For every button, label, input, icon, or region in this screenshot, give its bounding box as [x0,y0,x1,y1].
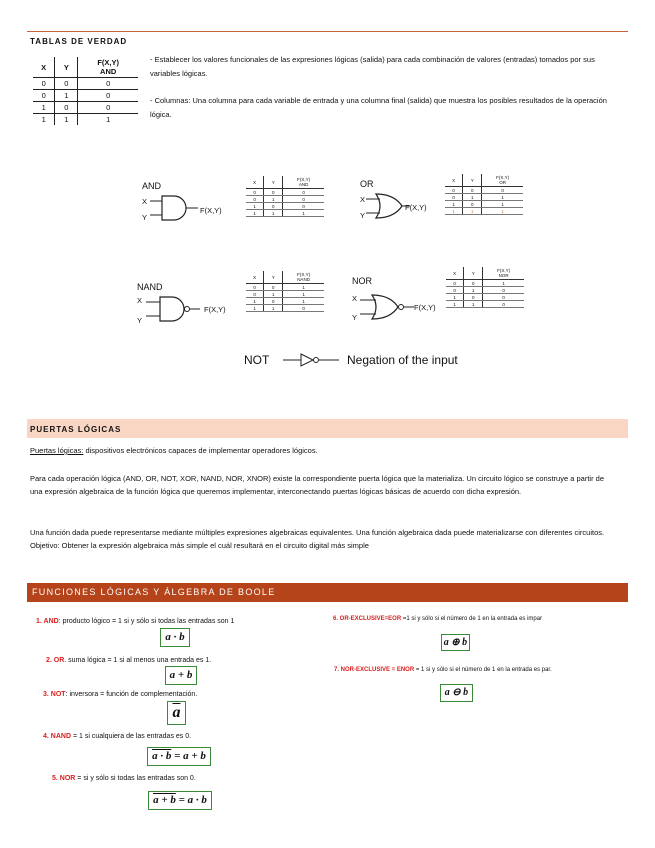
pin-x: X [137,296,143,305]
func-and: 1. AND: producto lógico = 1 si y sólo si todas las entradas son 1 [36,618,235,625]
func-eor: 6. OR-EXCLUSIVE=EOR =1 si y sólo si el número de 1 en la entrada es impar [333,616,543,622]
pin-x: X [352,294,358,303]
bullet-establecer: - Establecer los valores funcionales de las expresiones lógicas (salida) para cada combinación de valores (entradas) tomados por sus variables lógicas. [150,55,595,78]
not-description: Negation of the input [347,353,458,367]
definition-label: Puertas lógicas: [30,446,84,455]
section-band-puertas [27,419,628,438]
formula-or: a + b [165,666,197,685]
definition-text: dispositivos electrónicos capaces de implementar operadores lógicos. [83,446,318,455]
puertas-paragraph-2: Para cada operación lógica (AND, OR, NOT, XOR, NAND, NOR, XNOR) existe la correspondiente puerta lógica que la materializa. Un circuito lógico se construye a partir de una expresión algebraica de la función lógica que queremos implementar, interconectando puertas lógicas básicas de acuerdo con dicha expresión. [30,474,604,496]
pin-y: Y [142,213,148,222]
puertas-paragraph-3: Una función dada puede representarse mediante múltiples expresiones algebraicas equivalentes. Una función algebraica dada puede materializarse con diferentes circuitos. Objetivo: Obtener la expresión algebraica más simple el cuál resultará en el circuito digital más simple [30,528,605,550]
gate-not-label: NOT [244,353,270,367]
cell: 1 [106,115,111,124]
formula-not: $\overline{a}$ [167,701,186,725]
func-nand: 4. NAND = 1 si cualquiera de las entradas es 0. [43,733,192,740]
nand-gate-icon [146,294,206,324]
section-title-tablas: TABLAS DE VERDAD [30,37,128,46]
puertas-definition [30,444,620,457]
formula-enor: a ⊖ b [440,684,473,702]
cell: 0 [33,90,55,102]
section-title-funciones: FUNCIONES LÓGICAS Y ÁLGEBRA DE BOOLE [32,587,276,597]
cell: 1 [33,114,55,126]
cell: 1 [55,114,78,126]
out-or: F(X,Y) [405,203,427,212]
pin-x: X [360,195,366,204]
th-f: F(X,Y) AND [78,57,138,78]
truth-table-and [33,57,138,125]
mini-table-nand: X Y F(X,Y) NAND 0 0 1 0 1 1 1 0 1 1 1 0 [246,271,324,312]
out-nand: F(X,Y) [204,305,226,314]
cell: 0 [55,78,78,90]
cell: 0 [78,102,138,114]
formula-nand: a · b = a + b [147,747,211,766]
gate-and-label: AND [142,181,162,191]
cell: 1 [55,90,78,102]
gate-nand-label: NAND [137,282,163,292]
cell: 0 [33,78,55,90]
func-not: 3. NOT: inversora = función de complementación. [43,691,198,698]
th-y: Y [55,57,78,78]
out-nor: F(X,Y) [414,303,436,312]
pin-y: Y [360,211,366,220]
func-or: 2. OR. suma lógica = 1 si al menos una entrada es 1. [46,657,212,664]
nor-gate-icon [360,292,420,322]
section-title-puertas: PUERTAS LÓGICAS [30,425,122,434]
pin-y: Y [352,313,358,322]
bullet-columnas: - Columnas: Una columna para cada variable de entrada y una columna final (salida) que muestra los posibles resultados de la operación lógica. [150,96,607,119]
pin-x: X [142,197,148,206]
gate-nor-label: NOR [352,276,372,286]
not-gate-icon [283,352,343,368]
gate-or-label: OR [360,179,374,189]
formula-eor: a ⊕ b [441,634,470,651]
cell: 0 [78,78,138,90]
th-x: X [33,57,55,78]
formula-and: a · b [160,628,190,647]
top-rule [27,31,628,32]
func-nor: 5. NOR = si y sólo si todas las entradas son 0. [52,775,196,782]
out-and: F(X,Y) [200,206,222,215]
cell: 0 [78,90,138,102]
cell: 1 [33,102,55,114]
cell: 0 [55,102,78,114]
mini-table-nor: X Y F(X,Y) NOR 0 0 1 0 1 0 1 0 0 1 1 0 [446,267,524,308]
formula-nor: a + b = a · b [148,791,212,810]
func-enor: 7. NOR-EXCLUSIVE = ENOR = 1 si y sólo si el número de 1 en la entrada es par. [334,667,552,673]
mini-table-and: X Y F(X,Y) AND 0 0 0 0 1 0 1 0 0 1 1 1 [246,176,324,217]
mini-table-or: X Y F(X,Y) OR 0 0 0 0 1 1 1 0 1 1 1 1 [445,174,523,215]
pin-y: Y [137,316,143,325]
section-band-funciones [27,583,628,602]
